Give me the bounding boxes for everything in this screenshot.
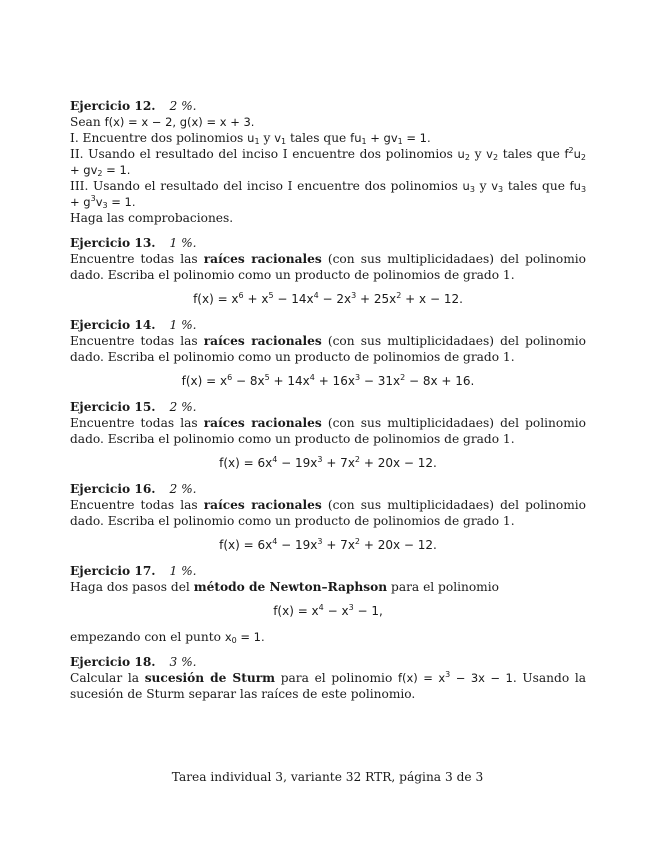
document-page <box>70 98 586 711</box>
polynomial-equation: $f(x) = 6x^4 - 19x^3 + 7x^2 + 20x - 12$. <box>219 455 437 470</box>
item-3-text: III. Usando el resultado del inciso I encuentre dos polinomios <box>70 179 458 193</box>
exercise-points: 1 %. <box>169 318 197 332</box>
bold-term: raíces racionales <box>203 334 322 348</box>
exercise-title: Ejercicio 14. <box>70 318 156 332</box>
exercise-points: 3 %. <box>169 655 197 669</box>
exercise-title: Ejercicio 17. <box>70 564 156 578</box>
exercise-17: Ejercicio 17. 1 %. Haga dos pasos del método de Newton–Raphson para el polinomio $f(x) = x^4 - x^3 - 1$, empezando con el punto $x_0 = 1$. <box>70 563 586 645</box>
exercise-title: Ejercicio 16. <box>70 482 156 496</box>
polynomial-equation: $f(x) = x^6 + x^5 - 14x^4 - 2x^3 + 25x^2 + x - 12$. <box>193 291 463 306</box>
exercise-title: Ejercicio 18. <box>70 655 156 669</box>
exercise-14: Ejercicio 14. 1 %. Encuentre todas las raíces racionales (con sus multiplicidadaes) del polinomio dado. Escriba el polinomio como un producto de polinomios de grado 1. $f(x) = x^6 - 8x^5 + 14x^4 + 16x^3 - 31x^2 - 8x + 16$. <box>70 318 587 388</box>
exercise-points: 2 %. <box>169 482 197 496</box>
bold-term: raíces racionales <box>203 252 322 266</box>
exercise-15: Ejercicio 15. 2 %. Encuentre todas las raíces racionales (con sus multiplicidadaes) del polinomio dado. Escriba el polinomio como un producto de polinomios de grado 1. $f(x) = 6x^4 - 19x^3 + 7x^2 + 20x - 12$. <box>70 400 587 470</box>
bold-term: método de Newton–Raphson <box>193 580 388 594</box>
exercise-points: 1 %. <box>169 564 197 578</box>
function-definition: f(x) = x − 2, g(x) = x + 3. <box>104 115 255 129</box>
exercise-points: 2 %. <box>169 99 197 113</box>
page-footer: Tarea individual 3, variante 32 RTR, página 3 de 3 <box>171 770 484 784</box>
bold-term: raíces racionales <box>203 416 322 430</box>
exercise-18: Ejercicio 18. 3 %. Calcular la sucesión de Sturm para el polinomio $f(x) = x^3 - 3x - 1$. Usando la sucesión de Sturm separar las raíces de este polinomio. <box>70 655 587 701</box>
exercise-title: Ejercicio 12. <box>70 99 156 113</box>
item-2-text: II. Usando el resultado del inciso I encuentre dos polinomios <box>70 147 453 161</box>
exercise-points: 2 %. <box>169 400 197 414</box>
intro-text: Sean <box>70 115 101 129</box>
exercise-title: Ejercicio 13. <box>70 236 156 250</box>
polynomial-equation: $f(x) = 6x^4 - 19x^3 + 7x^2 + 20x - 12$. <box>219 537 437 552</box>
bold-term: sucesión de Sturm <box>144 671 276 685</box>
bold-term: raíces racionales <box>203 498 322 512</box>
exercise-13: Ejercicio 13. 1 %. Encuentre todas las raíces racionales (con sus multiplicidadaes) del polinomio dado. Escriba el polinomio como un producto de polinomios de grado 1. $f(x) = x^6 + x^5 - 14x^4 - 2x^3 + 25x^2 + x - 12$. <box>70 236 587 306</box>
item-1-text: I. Encuentre dos polinomios <box>70 131 244 145</box>
closing-text: Haga las comprobaciones. <box>70 211 234 225</box>
exercise-12: Ejercicio 12. 2 %. Sean f(x) = x − 2, g(x) = x + 3. I. Encuentre dos polinomios $u_1$ y $v_1$ tales que $fu_1 + gv_1 = 1$. II. Usando el resultado del inciso I encuentre dos polinomios $u_2$ y $v_2$ tales que $f^2u_2 + gv_2 = 1$. III. Usando el resultado del inciso I encuentre dos polinomios $u_3$ y $v_3$ tales que $fu_3 + g^3v_3 = 1$. Haga las comprobaciones. <box>70 99 587 225</box>
polynomial-equation: $f(x) = x^4 - x^3 - 1$, <box>273 603 383 618</box>
exercise-title: Ejercicio 15. <box>70 400 156 414</box>
polynomial-equation: $f(x) = x^6 - 8x^5 + 14x^4 + 16x^3 - 31x^2 - 8x + 16$. <box>181 373 475 388</box>
exercise-16: Ejercicio 16. 2 %. Encuentre todas las raíces racionales (con sus multiplicidadaes) del polinomio dado. Escriba el polinomio como un producto de polinomios de grado 1. $f(x) = 6x^4 - 19x^3 + 7x^2 + 20x - 12$. <box>70 482 587 552</box>
exercise-points: 1 %. <box>169 236 197 250</box>
